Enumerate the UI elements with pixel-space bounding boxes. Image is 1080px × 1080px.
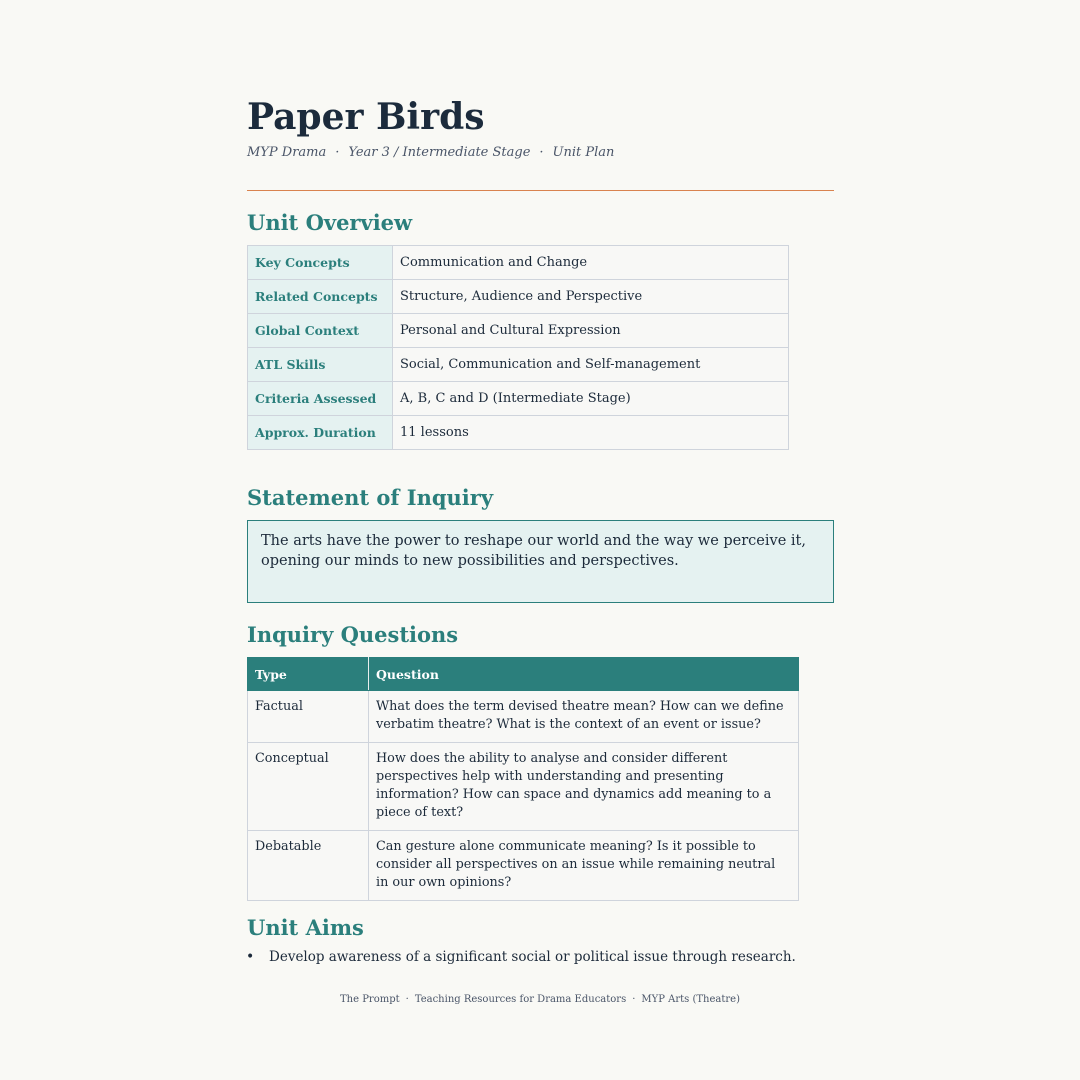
inquiry-questions-table	[247, 657, 799, 901]
column-header-type: Type	[248, 658, 369, 691]
column-header-question: Question	[369, 658, 799, 691]
unit-aims-heading: Unit Aims	[247, 915, 364, 940]
subtitle-separator: ·	[539, 145, 544, 160]
subtitle-doc-type: Unit Plan	[552, 145, 615, 160]
table-row	[248, 743, 799, 831]
table-row	[248, 416, 789, 450]
overview-label: Criteria Assessed	[248, 382, 393, 416]
question-type: Debatable	[248, 831, 369, 901]
table-row	[248, 348, 789, 382]
overview-value: Communication and Change	[393, 246, 789, 280]
table-row	[248, 280, 789, 314]
question-type: Factual	[248, 691, 369, 743]
table-row	[248, 246, 789, 280]
page-subtitle	[247, 145, 614, 160]
table-row	[248, 314, 789, 348]
overview-label: Key Concepts	[248, 246, 393, 280]
question-type: Conceptual	[248, 743, 369, 831]
title-divider	[247, 190, 834, 191]
overview-value: Structure, Audience and Perspective	[393, 280, 789, 314]
unit-overview-heading: Unit Overview	[247, 210, 413, 235]
question-text: Can gesture alone communicate meaning? Is it possible to consider all perspectives on an issue while remaining neutral in our own opinions?	[369, 831, 799, 901]
overview-value: Social, Communication and Self-management	[393, 348, 789, 382]
question-text: How does the ability to analyse and consider different perspectives help with understanding and presenting information? How can space and dynamics add meaning to a piece of text?	[369, 743, 799, 831]
page-footer	[0, 994, 1080, 1005]
subtitle-separator: ·	[335, 145, 340, 160]
footer-tagline: Teaching Resources for Drama Educators	[414, 994, 627, 1005]
subtitle-subject: MYP Drama	[247, 145, 327, 160]
overview-value: Personal and Cultural Expression	[393, 314, 789, 348]
table-header-row	[248, 658, 799, 691]
page-title: Paper Birds	[247, 96, 485, 138]
overview-label: ATL Skills	[248, 348, 393, 382]
unit-overview-table	[247, 245, 789, 450]
footer-separator: ·	[632, 994, 636, 1005]
overview-value: 11 lessons	[393, 416, 789, 450]
footer-subject: MYP Arts (Theatre)	[641, 994, 740, 1005]
question-text: What does the term devised theatre mean? How can we define verbatim theatre? What is the context of an event or issue?	[369, 691, 799, 743]
footer-separator: ·	[405, 994, 409, 1005]
table-row	[248, 831, 799, 901]
overview-label: Related Concepts	[248, 280, 393, 314]
overview-label: Approx. Duration	[248, 416, 393, 450]
table-row	[248, 691, 799, 743]
statement-of-inquiry-box: The arts have the power to reshape our world and the way we perceive it, opening our minds to new possibilities and perspectives.	[247, 520, 834, 603]
inquiry-questions-heading: Inquiry Questions	[247, 622, 459, 647]
table-row	[248, 382, 789, 416]
overview-value: A, B, C and D (Intermediate Stage)	[393, 382, 789, 416]
statement-of-inquiry-heading: Statement of Inquiry	[247, 485, 494, 510]
unit-aims-list	[247, 950, 796, 965]
overview-label: Global Context	[248, 314, 393, 348]
list-item: • Develop awareness of a significant social or political issue through research.	[247, 950, 796, 965]
footer-brand: The Prompt	[339, 994, 400, 1005]
subtitle-stage: Year 3 / Intermediate Stage	[348, 145, 531, 160]
